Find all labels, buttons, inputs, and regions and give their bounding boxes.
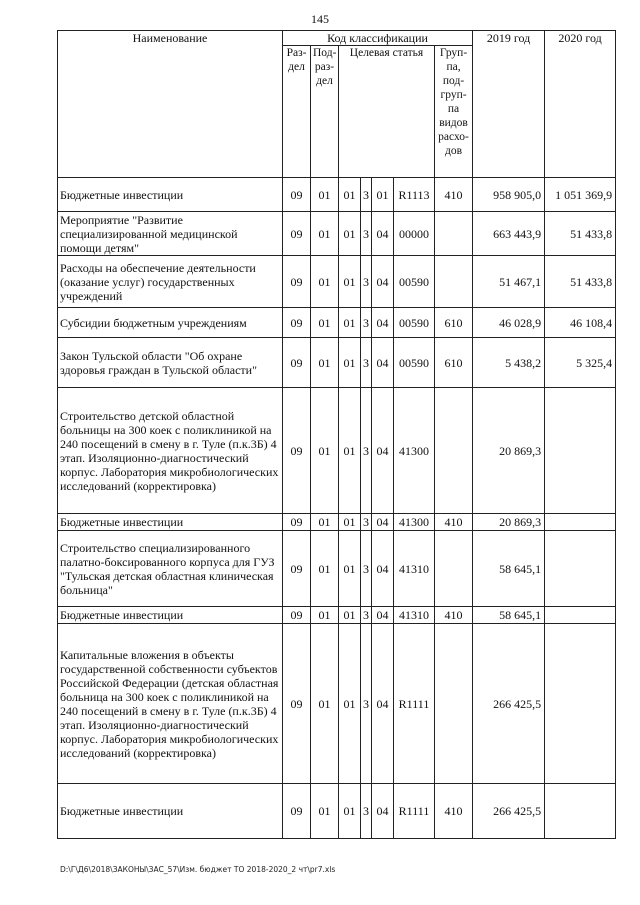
row-name: Закон Тульской области "Об охране здоровья граждан в Тульской области" <box>58 338 283 388</box>
cell-target-direction: R1111 <box>394 784 435 839</box>
cell-target-direction: 00590 <box>394 256 435 308</box>
cell-target-type: 3 <box>361 308 372 338</box>
cell-target-subprogram: 04 <box>372 607 394 624</box>
cell-amount-2020 <box>545 388 616 514</box>
row-name: Бюджетные инвестиции <box>58 514 283 531</box>
table-row <box>58 388 616 514</box>
cell-amount-2020 <box>545 624 616 784</box>
cell-amount-2020 <box>545 531 616 607</box>
row-name: Капитальные вложения в объекты государственной собственности субъектов Российской Федерации (детская областная больница на 300 коек с поликлиникой на 240 посещений в смену в г. Туле (п.к.3Б) 4 этап. Изоляционно-диагностический корпус. Лаборатория микробиологических исследований (корректировка) <box>58 624 283 784</box>
cell-target-type: 3 <box>361 624 372 784</box>
cell-target-subprogram: 04 <box>372 784 394 839</box>
cell-target-direction: R1113 <box>394 178 435 212</box>
header-subsection: Под-раз-дел <box>311 46 339 178</box>
cell-expense-group: 610 <box>435 338 473 388</box>
cell-expense-group <box>435 256 473 308</box>
cell-target-subprogram: 04 <box>372 514 394 531</box>
cell-target-type: 3 <box>361 514 372 531</box>
cell-target-type: 3 <box>361 607 372 624</box>
cell-amount-2020: 51 433,8 <box>545 256 616 308</box>
table-row <box>58 531 616 607</box>
table-row <box>58 256 616 308</box>
row-name: Строительство специализированного палатно-боксированного корпуса для ГУЗ "Тульская детская областная клиническая больница" <box>58 531 283 607</box>
cell-target-type: 3 <box>361 178 372 212</box>
cell-section: 09 <box>283 531 311 607</box>
cell-target-subprogram: 04 <box>372 338 394 388</box>
cell-target-subprogram: 01 <box>372 178 394 212</box>
row-name: Расходы на обеспечение деятельности (оказание услуг) государственных учреждений <box>58 256 283 308</box>
cell-target-type: 3 <box>361 212 372 256</box>
cell-amount-2020 <box>545 514 616 531</box>
cell-amount-2020 <box>545 784 616 839</box>
cell-expense-group <box>435 388 473 514</box>
cell-expense-group: 410 <box>435 514 473 531</box>
header-target-article: Целевая статья <box>339 46 435 178</box>
row-name: Строительство детской областной больницы на 300 коек с поликлиникой на 240 посещений в смену в г. Туле (п.к.3Б) 4 этап. Изоляционно-диагностический корпус. Лаборатория микробиологических исследований (корректировка) <box>58 388 283 514</box>
header-code-group: Код классификации <box>283 31 473 46</box>
cell-target-type: 3 <box>361 531 372 607</box>
table-row <box>58 784 616 839</box>
cell-subsection: 01 <box>311 624 339 784</box>
cell-target-program: 01 <box>339 212 361 256</box>
cell-target-type: 3 <box>361 388 372 514</box>
cell-expense-group: 410 <box>435 607 473 624</box>
cell-section: 09 <box>283 256 311 308</box>
budget-table <box>57 30 616 839</box>
cell-section: 09 <box>283 784 311 839</box>
cell-target-direction: 41300 <box>394 388 435 514</box>
cell-amount-2019: 51 467,1 <box>473 256 545 308</box>
cell-target-direction: 41310 <box>394 531 435 607</box>
cell-subsection: 01 <box>311 607 339 624</box>
cell-target-subprogram: 04 <box>372 624 394 784</box>
cell-amount-2019: 958 905,0 <box>473 178 545 212</box>
table-row <box>58 308 616 338</box>
cell-amount-2020: 46 108,4 <box>545 308 616 338</box>
header-name: Наименование <box>58 31 283 178</box>
header-year-2020: 2020 год <box>545 31 616 178</box>
cell-section: 09 <box>283 624 311 784</box>
table-row <box>58 212 616 256</box>
cell-subsection: 01 <box>311 178 339 212</box>
page-number: 145 <box>311 12 329 26</box>
cell-expense-group: 410 <box>435 178 473 212</box>
cell-subsection: 01 <box>311 388 339 514</box>
cell-section: 09 <box>283 514 311 531</box>
header-year-2019: 2019 год <box>473 31 545 178</box>
cell-target-type: 3 <box>361 338 372 388</box>
cell-subsection: 01 <box>311 308 339 338</box>
table-row <box>58 514 616 531</box>
cell-amount-2020 <box>545 607 616 624</box>
cell-target-program: 01 <box>339 178 361 212</box>
cell-amount-2019: 20 869,3 <box>473 514 545 531</box>
cell-target-program: 01 <box>339 514 361 531</box>
cell-section: 09 <box>283 178 311 212</box>
cell-target-program: 01 <box>339 531 361 607</box>
cell-amount-2019: 58 645,1 <box>473 531 545 607</box>
cell-amount-2019: 266 425,5 <box>473 784 545 839</box>
header-expense-group: Груп-па, под-груп-па видов расхо-дов <box>435 46 473 178</box>
cell-target-program: 01 <box>339 388 361 514</box>
cell-amount-2019: 5 438,2 <box>473 338 545 388</box>
cell-target-direction: 00590 <box>394 338 435 388</box>
row-name: Бюджетные инвестиции <box>58 178 283 212</box>
row-name: Субсидии бюджетным учреждениям <box>58 308 283 338</box>
table-row <box>58 624 616 784</box>
cell-section: 09 <box>283 388 311 514</box>
row-name: Бюджетные инвестиции <box>58 607 283 624</box>
cell-expense-group <box>435 212 473 256</box>
table-row <box>58 338 616 388</box>
row-name: Бюджетные инвестиции <box>58 784 283 839</box>
cell-target-direction: 41310 <box>394 607 435 624</box>
cell-target-subprogram: 04 <box>372 531 394 607</box>
cell-target-subprogram: 04 <box>372 308 394 338</box>
table-row <box>58 607 616 624</box>
cell-subsection: 01 <box>311 514 339 531</box>
cell-target-subprogram: 04 <box>372 212 394 256</box>
cell-section: 09 <box>283 607 311 624</box>
cell-section: 09 <box>283 212 311 256</box>
cell-target-program: 01 <box>339 784 361 839</box>
cell-amount-2019: 46 028,9 <box>473 308 545 338</box>
cell-section: 09 <box>283 308 311 338</box>
cell-expense-group <box>435 624 473 784</box>
cell-expense-group: 610 <box>435 308 473 338</box>
cell-target-program: 01 <box>339 624 361 784</box>
cell-target-subprogram: 04 <box>372 256 394 308</box>
cell-amount-2020: 51 433,8 <box>545 212 616 256</box>
row-name: Мероприятие "Развитие специализированной медицинской помощи детям" <box>58 212 283 256</box>
cell-target-program: 01 <box>339 308 361 338</box>
cell-subsection: 01 <box>311 784 339 839</box>
cell-target-program: 01 <box>339 256 361 308</box>
cell-amount-2019: 20 869,3 <box>473 388 545 514</box>
cell-target-type: 3 <box>361 256 372 308</box>
cell-target-type: 3 <box>361 784 372 839</box>
table-row <box>58 178 616 212</box>
cell-amount-2020: 5 325,4 <box>545 338 616 388</box>
cell-target-direction: R1111 <box>394 624 435 784</box>
cell-amount-2020: 1 051 369,9 <box>545 178 616 212</box>
cell-amount-2019: 266 425,5 <box>473 624 545 784</box>
cell-amount-2019: 663 443,9 <box>473 212 545 256</box>
cell-target-direction: 00000 <box>394 212 435 256</box>
cell-subsection: 01 <box>311 531 339 607</box>
cell-section: 09 <box>283 338 311 388</box>
cell-target-subprogram: 04 <box>372 388 394 514</box>
cell-subsection: 01 <box>311 212 339 256</box>
cell-amount-2019: 58 645,1 <box>473 607 545 624</box>
cell-expense-group: 410 <box>435 784 473 839</box>
cell-subsection: 01 <box>311 338 339 388</box>
cell-expense-group <box>435 531 473 607</box>
cell-subsection: 01 <box>311 256 339 308</box>
cell-target-program: 01 <box>339 607 361 624</box>
cell-target-program: 01 <box>339 338 361 388</box>
header-section: Раз-дел <box>283 46 311 178</box>
cell-target-direction: 00590 <box>394 308 435 338</box>
cell-target-direction: 41300 <box>394 514 435 531</box>
file-path-footer: D:\Г\Д6\2018\ЗАКОНЫ\ЗАС_57\Изм. бюджет ТО 2018-2020_2 чт\pr7.xls <box>60 865 336 874</box>
